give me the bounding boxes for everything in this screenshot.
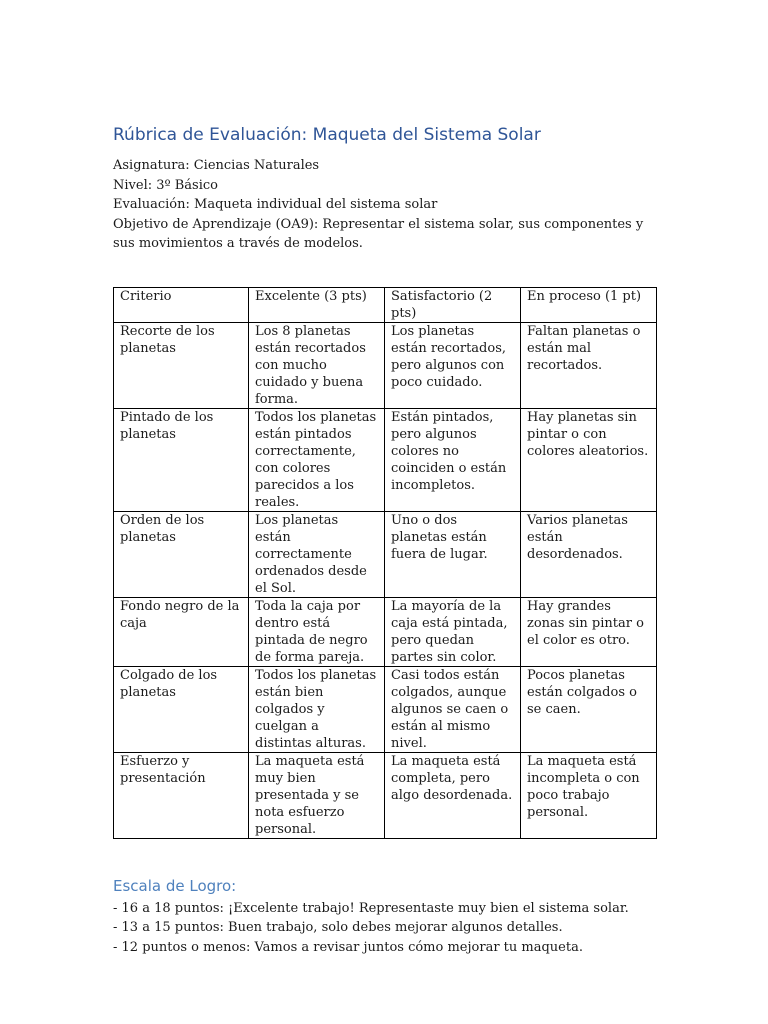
excellent-cell: Todos los planetas están bien colgados y cuelgan a distintas alturas.: [249, 666, 385, 752]
document-info: [113, 156, 658, 254]
in-progress-cell: Hay grandes zonas sin pintar o el color es otro.: [521, 597, 657, 666]
in-progress-cell: La maqueta está incompleta o con poco trabajo personal.: [521, 752, 657, 838]
criterion-cell: Recorte de los planetas: [114, 322, 249, 408]
in-progress-cell: Pocos planetas están colgados o se caen.: [521, 666, 657, 752]
objective-line: Objetivo de Aprendizaje (OA9): Representar el sistema solar, sus componentes y sus movimientos a través de modelos.: [113, 216, 644, 251]
criterion-cell: Colgado de los planetas: [114, 666, 249, 752]
level-line: Nivel: 3º Básico: [113, 177, 218, 193]
rubric-header-row: [114, 287, 657, 322]
header-in-progress: En proceso (1 pt): [521, 287, 657, 322]
scale-item: - 16 a 18 puntos: ¡Excelente trabajo! Representaste muy bien el sistema solar.: [113, 900, 629, 916]
document-title: Rúbrica de Evaluación: Maqueta del Sistema Solar: [113, 125, 541, 145]
scale-item: - 12 puntos o menos: Vamos a revisar juntos cómo mejorar tu maqueta.: [113, 939, 583, 955]
header-excellent: Excelente (3 pts): [249, 287, 385, 322]
header-criterion: Criterio: [114, 287, 249, 322]
table-row: [114, 408, 657, 511]
scale-list: [113, 899, 658, 958]
table-row: [114, 511, 657, 597]
satisfactory-cell: Casi todos están colgados, aunque algunos se caen o están al mismo nivel.: [385, 666, 521, 752]
table-row: [114, 322, 657, 408]
rubric-table: [113, 287, 657, 839]
in-progress-cell: Faltan planetas o están mal recortados.: [521, 322, 657, 408]
criterion-cell: Pintado de los planetas: [114, 408, 249, 511]
satisfactory-cell: La mayoría de la caja está pintada, pero quedan partes sin color.: [385, 597, 521, 666]
excellent-cell: La maqueta está muy bien presentada y se nota esfuerzo personal.: [249, 752, 385, 838]
evaluation-line: Evaluación: Maqueta individual del sistema solar: [113, 197, 438, 212]
in-progress-cell: Hay planetas sin pintar o con colores aleatorios.: [521, 408, 657, 511]
scale-item: - 13 a 15 puntos: Buen trabajo, solo debes mejorar algunos detalles.: [113, 920, 563, 935]
satisfactory-cell: Uno o dos planetas están fuera de lugar.: [385, 511, 521, 597]
subject-line: Asignatura: Ciencias Naturales: [113, 158, 320, 173]
excellent-cell: Los planetas están correctamente ordenados desde el Sol.: [249, 511, 385, 597]
header-satisfactory: Satisfactorio (2 pts): [385, 287, 521, 322]
excellent-cell: Toda la caja por dentro está pintada de negro de forma pareja.: [249, 597, 385, 666]
criterion-cell: Esfuerzo y presentación: [114, 752, 249, 838]
excellent-cell: Los 8 planetas están recortados con mucho cuidado y buena forma.: [249, 322, 385, 408]
table-row: [114, 597, 657, 666]
satisfactory-cell: Los planetas están recortados, pero algunos con poco cuidado.: [385, 322, 521, 408]
excellent-cell: Todos los planetas están pintados correctamente, con colores parecidos a los reales.: [249, 408, 385, 511]
scale-title: Escala de Logro:: [113, 876, 237, 895]
criterion-cell: Orden de los planetas: [114, 511, 249, 597]
criterion-cell: Fondo negro de la caja: [114, 597, 249, 666]
in-progress-cell: Varios planetas están desordenados.: [521, 511, 657, 597]
table-row: [114, 666, 657, 752]
satisfactory-cell: La maqueta está completa, pero algo desordenada.: [385, 752, 521, 838]
satisfactory-cell: Están pintados, pero algunos colores no coinciden o están incompletos.: [385, 408, 521, 511]
table-row: [114, 752, 657, 838]
